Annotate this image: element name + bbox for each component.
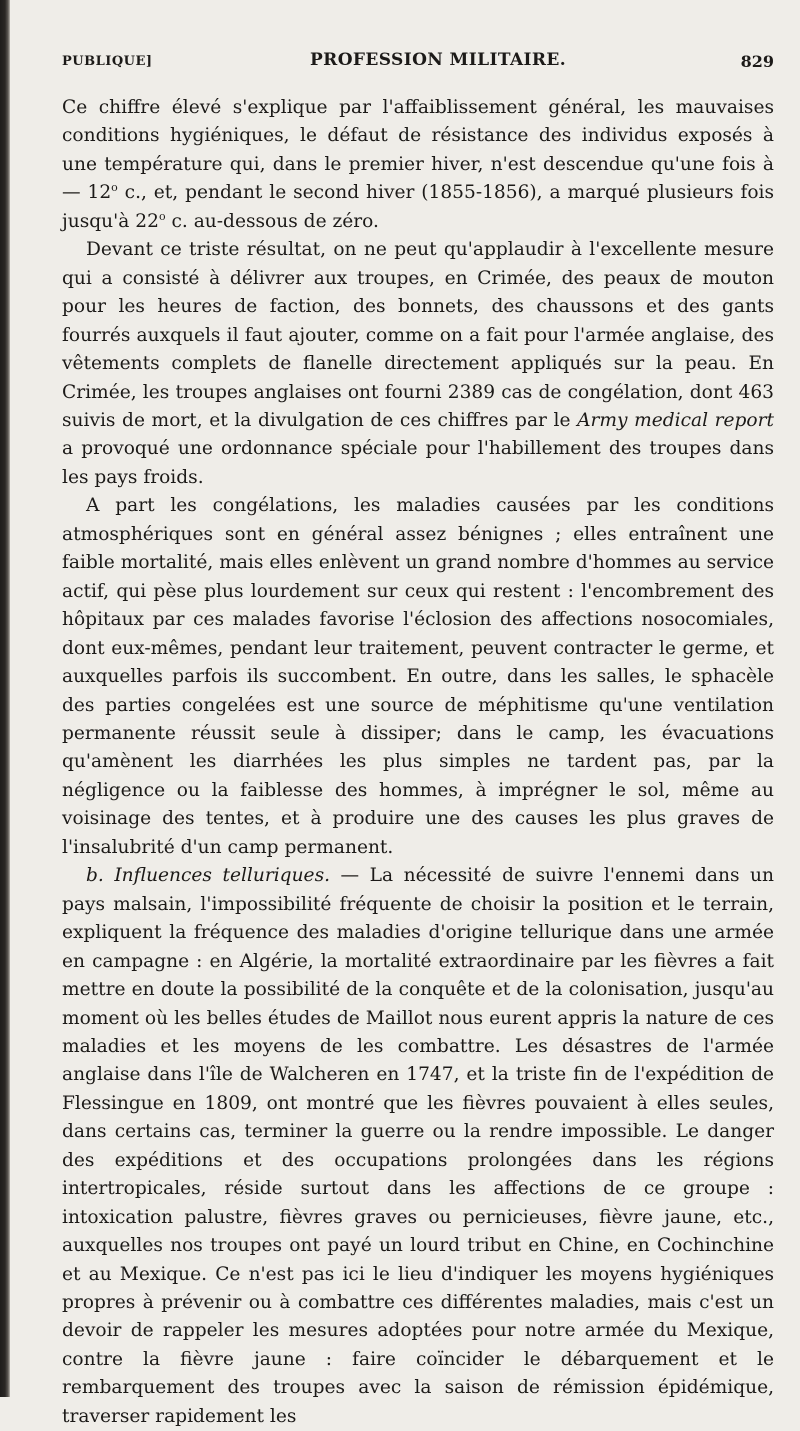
paragraph-4-text: — La nécessité de suivre l'ennemi dans un pays malsain, l'impossibilité fréquente de choisir la position et le terrain, expliquent la fréquence des maladies d'origine tellurique dans une armée en campagne : en Algérie, la mortalité extraordinaire par les fièvres a fait mettre en doute la possibilité de la conquête et de la colonisation, jusqu'au moment où les belles études de Maillot nous eurent appris la nature de ces maladies et les moyens de les combattre. Les désastres de l'armée anglaise dans l'île de Walcheren en 1747, et la triste fin de l'expédition de Flessingue en 1809, ont montré que les fièvres pouvaient à elles seules, dans certains cas, terminer la guerre ou la rendre impossible. Le danger des expéditions et des occupations prolongées dans les régions intertropicales, réside surtout dans les affections de ce groupe : intoxication palustre, fièvres graves ou pernicieuses, fièvre jaune, etc., auxquelles nos troupes ont payé un lourd tribut en Chine, en Cochinchine et au Mexique. Ce n'est pas ici le lieu d'indiquer les moyens hygiéniques propres à prévenir ou à combattre ces différentes maladies, mais c'est un devoir de rappeler les mesures adoptées pour notre armée du Mexique, contre la fièvre jaune : faire coïncider le débarquement et le rembarquement des troupes avec la saison de rémission épidémique, traverser rapidement les	[62, 865, 774, 1427]
paragraph-2-text-a: Devant ce triste résultat, on ne peut qu'applaudir à l'excellente mesure qui a consisté à délivrer aux troupes, en Crimée, des peaux de mouton pour les heures de faction, des bonnets, des chaussons et des gants fourrés auxquels il faut ajouter, comme on a fait pour l'armée anglaise, des vêtements complets de flanelle directement appliqués sur la peau. En Crimée, les troupes anglaises ont fourni 2389 cas de congélation, dont 463 suivis de mort, et la divulgation de ces chiffres par le	[62, 239, 774, 431]
running-head-title: PROFESSION MILITAIRE.	[310, 50, 567, 70]
paragraph-3-text: A part les congélations, les maladies causées par les conditions atmosphériques sont en général assez bénignes ; elles entraînent une faible mortalité, mais elles enlèvent un grand nombre d'hommes au service actif, qui pèse plus lourdement sur ceux qui restent : l'encombrement des hôpitaux par ces malades favorise l'éclosion des affections nosocomiales, dont eux-mêmes, pendant leur traitement, peuvent contracter le germe, et auxquelles parfois ils succombent. En outre, dans les salles, le sphacèle des parties congelées est une source de méphitisme qu'une ventilation permanente réussit seule à dissiper; dans le camp, les évacuations qu'amènent les diarrhées les plus simples ne tardent pas, par la négligence ou la faiblesse des hommes, à imprégner le sol, même au voisinage des tentes, et à produire une des causes les plus graves de l'insalubrité d'un camp permanent.	[62, 495, 774, 858]
paragraph-2-text-b: a provoqué une ordonnance spéciale pour l'habillement des troupes dans les pays froids.	[62, 438, 774, 488]
running-head-section: PUBLIQUE]	[62, 54, 153, 69]
paragraph-1-text-c: c. au-dessous de zéro.	[165, 210, 379, 232]
running-head	[62, 50, 774, 94]
body-text	[62, 94, 774, 1431]
book-page	[62, 0, 774, 1431]
degree-superscript-2: o	[158, 209, 166, 223]
paragraph-1-text-b: c., et, pendant le second hiver (1855-1856), a marqué plusieurs fois jusqu'à 22	[62, 182, 775, 232]
section-heading-influences-telluriques: b. Influences telluriques.	[86, 865, 331, 887]
paragraph-1-text-a: Ce chiffre élevé s'explique par l'affaiblissement général, les mauvaises conditions hygiéniques, le défaut de résistance des individus exposés à une température qui, dans le premier hiver, n'est descendue qu'une fois à — 12	[62, 97, 774, 204]
paragraph-4	[62, 862, 774, 1431]
paragraph-1	[62, 94, 774, 236]
page-number: 829	[740, 52, 774, 71]
degree-superscript-1: o	[111, 181, 118, 195]
book-binding-edge	[0, 0, 10, 1397]
paragraph-2-italic-title: Army medical report	[577, 409, 774, 431]
paragraph-2	[62, 236, 774, 492]
paragraph-3	[62, 492, 774, 862]
